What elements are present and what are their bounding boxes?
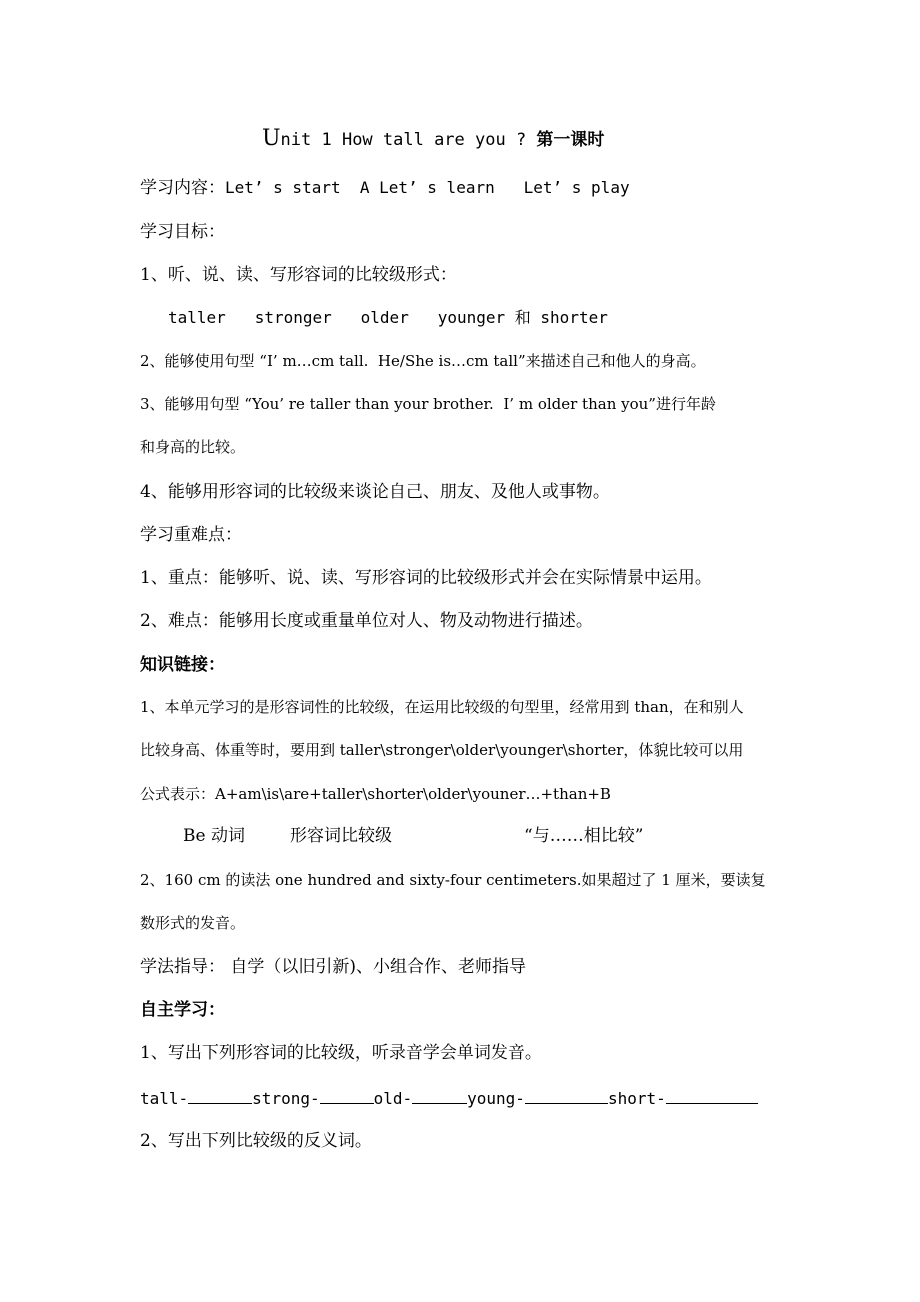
title-english: nit 1 How tall are you ? [280,130,537,150]
goal-3-line-1: 3、能够用句型 “You’ re taller than your brother. I’ m older than you”进行年龄 [140,395,716,413]
goal-1-words: taller stronger older younger 和 shorter [168,308,608,327]
link-1-line-2: 比较身高、体重等时，要用到 taller\stronger\older\younger\shorter，体貌比较可以用 [140,741,744,759]
goal-3-line-2: 和身高的比较。 [140,438,246,456]
link-1-line-3: 公式表示：A+am\is\are+taller\shorter\older\youner…+than+B [140,785,611,803]
self-study-2: 2、写出下列比较级的反义词。 [140,1131,372,1151]
goal-2: 2、能够使用句型 “I’ m…cm tall. He/She is…cm tall”来描述自己和他人的身高。 [140,352,706,370]
blank-row [140,1089,758,1107]
method-line: 学法指导： 自学（以旧引新)、小组合作、老师指导 [140,957,527,977]
blank-word-young: young- [467,1089,525,1108]
goal-4: 4、能够用形容词的比较级来谈论自己、朋友、及他人或事物。 [140,482,610,502]
content-value: Let’ s start A Let’ s learn Let’ s play [225,178,630,197]
link-heading: 知识链接： [140,655,225,675]
blank-short[interactable] [666,1089,758,1104]
formula-be-verb: Be 动词 [183,826,245,846]
content-label: 学习内容： [140,178,225,198]
title-initial: U [262,126,281,151]
key-point-1: 1、重点：能够听、说、读、写形容词的比较级形式并会在实际情景中运用。 [140,568,712,588]
key-heading: 学习重难点： [140,525,242,545]
formula-adjective: 形容词比较级 [290,826,392,846]
title-chinese: 第一课时 [536,130,605,150]
blank-word-strong: strong- [252,1089,320,1108]
link-2-line-2: 数形式的发音。 [140,914,246,932]
self-study-1: 1、写出下列形容词的比较级，听录音学会单词发音。 [140,1043,542,1063]
link-2-line-1: 2、160 cm 的读法 one hundred and sixty-four centimeters.如果超过了 1 厘米，要读复 [140,871,766,889]
blank-word-short: short- [607,1089,666,1108]
key-point-2: 2、难点：能够用长度或重量单位对人、物及动物进行描述。 [140,611,593,631]
self-study-heading: 自主学习： [140,1000,225,1020]
blank-word-old: old- [373,1089,413,1108]
content-row [140,180,630,197]
blank-young[interactable] [525,1089,608,1104]
blank-strong[interactable] [320,1089,374,1104]
blank-tall[interactable] [188,1089,252,1104]
goal-1: 1、听、说、读、写形容词的比较级形式： [140,265,457,285]
link-1-line-1: 1、本单元学习的是形容词性的比较级，在运用比较级的句型里，经常用到 than，在和别人 [140,698,744,716]
blank-word-tall: tall- [140,1089,189,1108]
blank-old[interactable] [412,1089,467,1104]
goals-heading: 学习目标： [140,222,225,242]
formula-than: “与……相比较” [524,826,644,846]
page-title [262,128,604,150]
